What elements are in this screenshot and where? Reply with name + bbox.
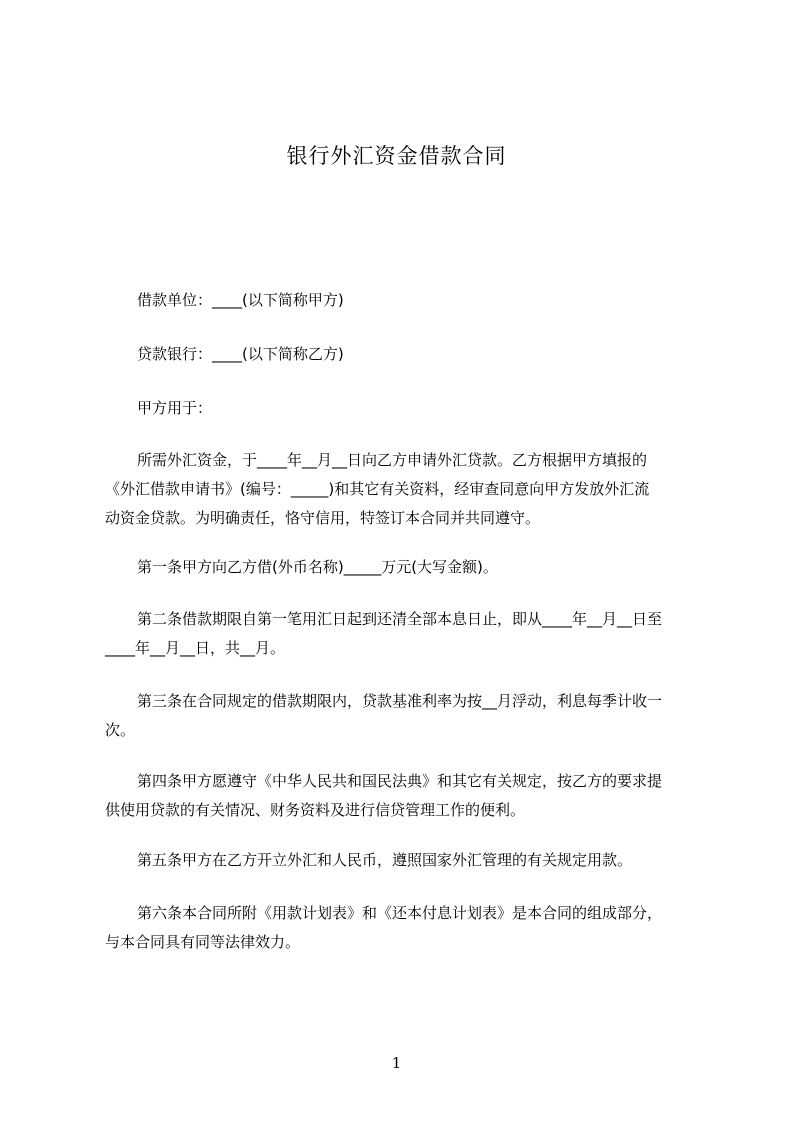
paragraph-line: 第四条甲方愿遵守《中华人民共和国民法典》和其它有关规定，按乙方的要求提 xyxy=(137,772,663,790)
paragraph-line: ____年__月__日，共__月。 xyxy=(105,639,286,657)
paragraph-line: 供使用贷款的有关情况、财务资料及进行信贷管理工作的便利。 xyxy=(105,801,526,819)
paragraph-line: 与本合同具有同等法律效力。 xyxy=(105,933,301,951)
paragraph-line: 第二条借款期限自第一笔用汇日起到还清全部本息日止，即从____年__月__日至 xyxy=(137,610,663,628)
paragraph-line: 第一条甲方向乙方借(外币名称)_____万元(大写金额)。 xyxy=(137,558,498,576)
paragraph-line: 第三条在合同规定的借款期限内，贷款基准利率为按__月浮动，利息每季计收一 xyxy=(137,692,663,710)
paragraph-borrower xyxy=(105,286,705,315)
article-1 xyxy=(105,553,705,582)
document-title: 银行外汇资金借款合同 xyxy=(286,144,507,168)
paragraph-lender xyxy=(105,340,705,369)
paragraph-line: 动资金贷款。为明确责任，恪守信用，特签订本合同并共同遵守。 xyxy=(105,509,541,527)
paragraph-application xyxy=(105,446,705,533)
article-5 xyxy=(105,846,705,875)
article-3 xyxy=(105,687,705,745)
article-4 xyxy=(105,767,705,825)
paragraph-line: 贷款银行：____(以下简称乙方) xyxy=(137,345,344,363)
paragraph-purpose xyxy=(105,394,705,423)
paragraph-line: 甲方用于： xyxy=(137,399,213,417)
paragraph-line: 次。 xyxy=(105,721,136,739)
page-number: 1 xyxy=(391,1054,402,1072)
article-2 xyxy=(105,605,705,663)
paragraph-line: 第五条甲方在乙方开立外汇和人民币，遵照国家外汇管理的有关规定用款。 xyxy=(137,851,633,869)
paragraph-line: 借款单位：____(以下简称甲方) xyxy=(137,291,344,309)
paragraph-line: 《外汇借款申请书》(编号：_____)和其它有关资料，经审查同意向甲方发放外汇流 xyxy=(105,480,650,498)
paragraph-line: 第六条本合同所附《用款计划表》和《还本付息计划表》是本合同的组成部分， xyxy=(137,904,663,922)
article-6 xyxy=(105,899,705,957)
paragraph-line: 所需外汇资金，于____年__月__日向乙方申请外汇贷款。乙方根据甲方填报的 xyxy=(137,451,648,469)
